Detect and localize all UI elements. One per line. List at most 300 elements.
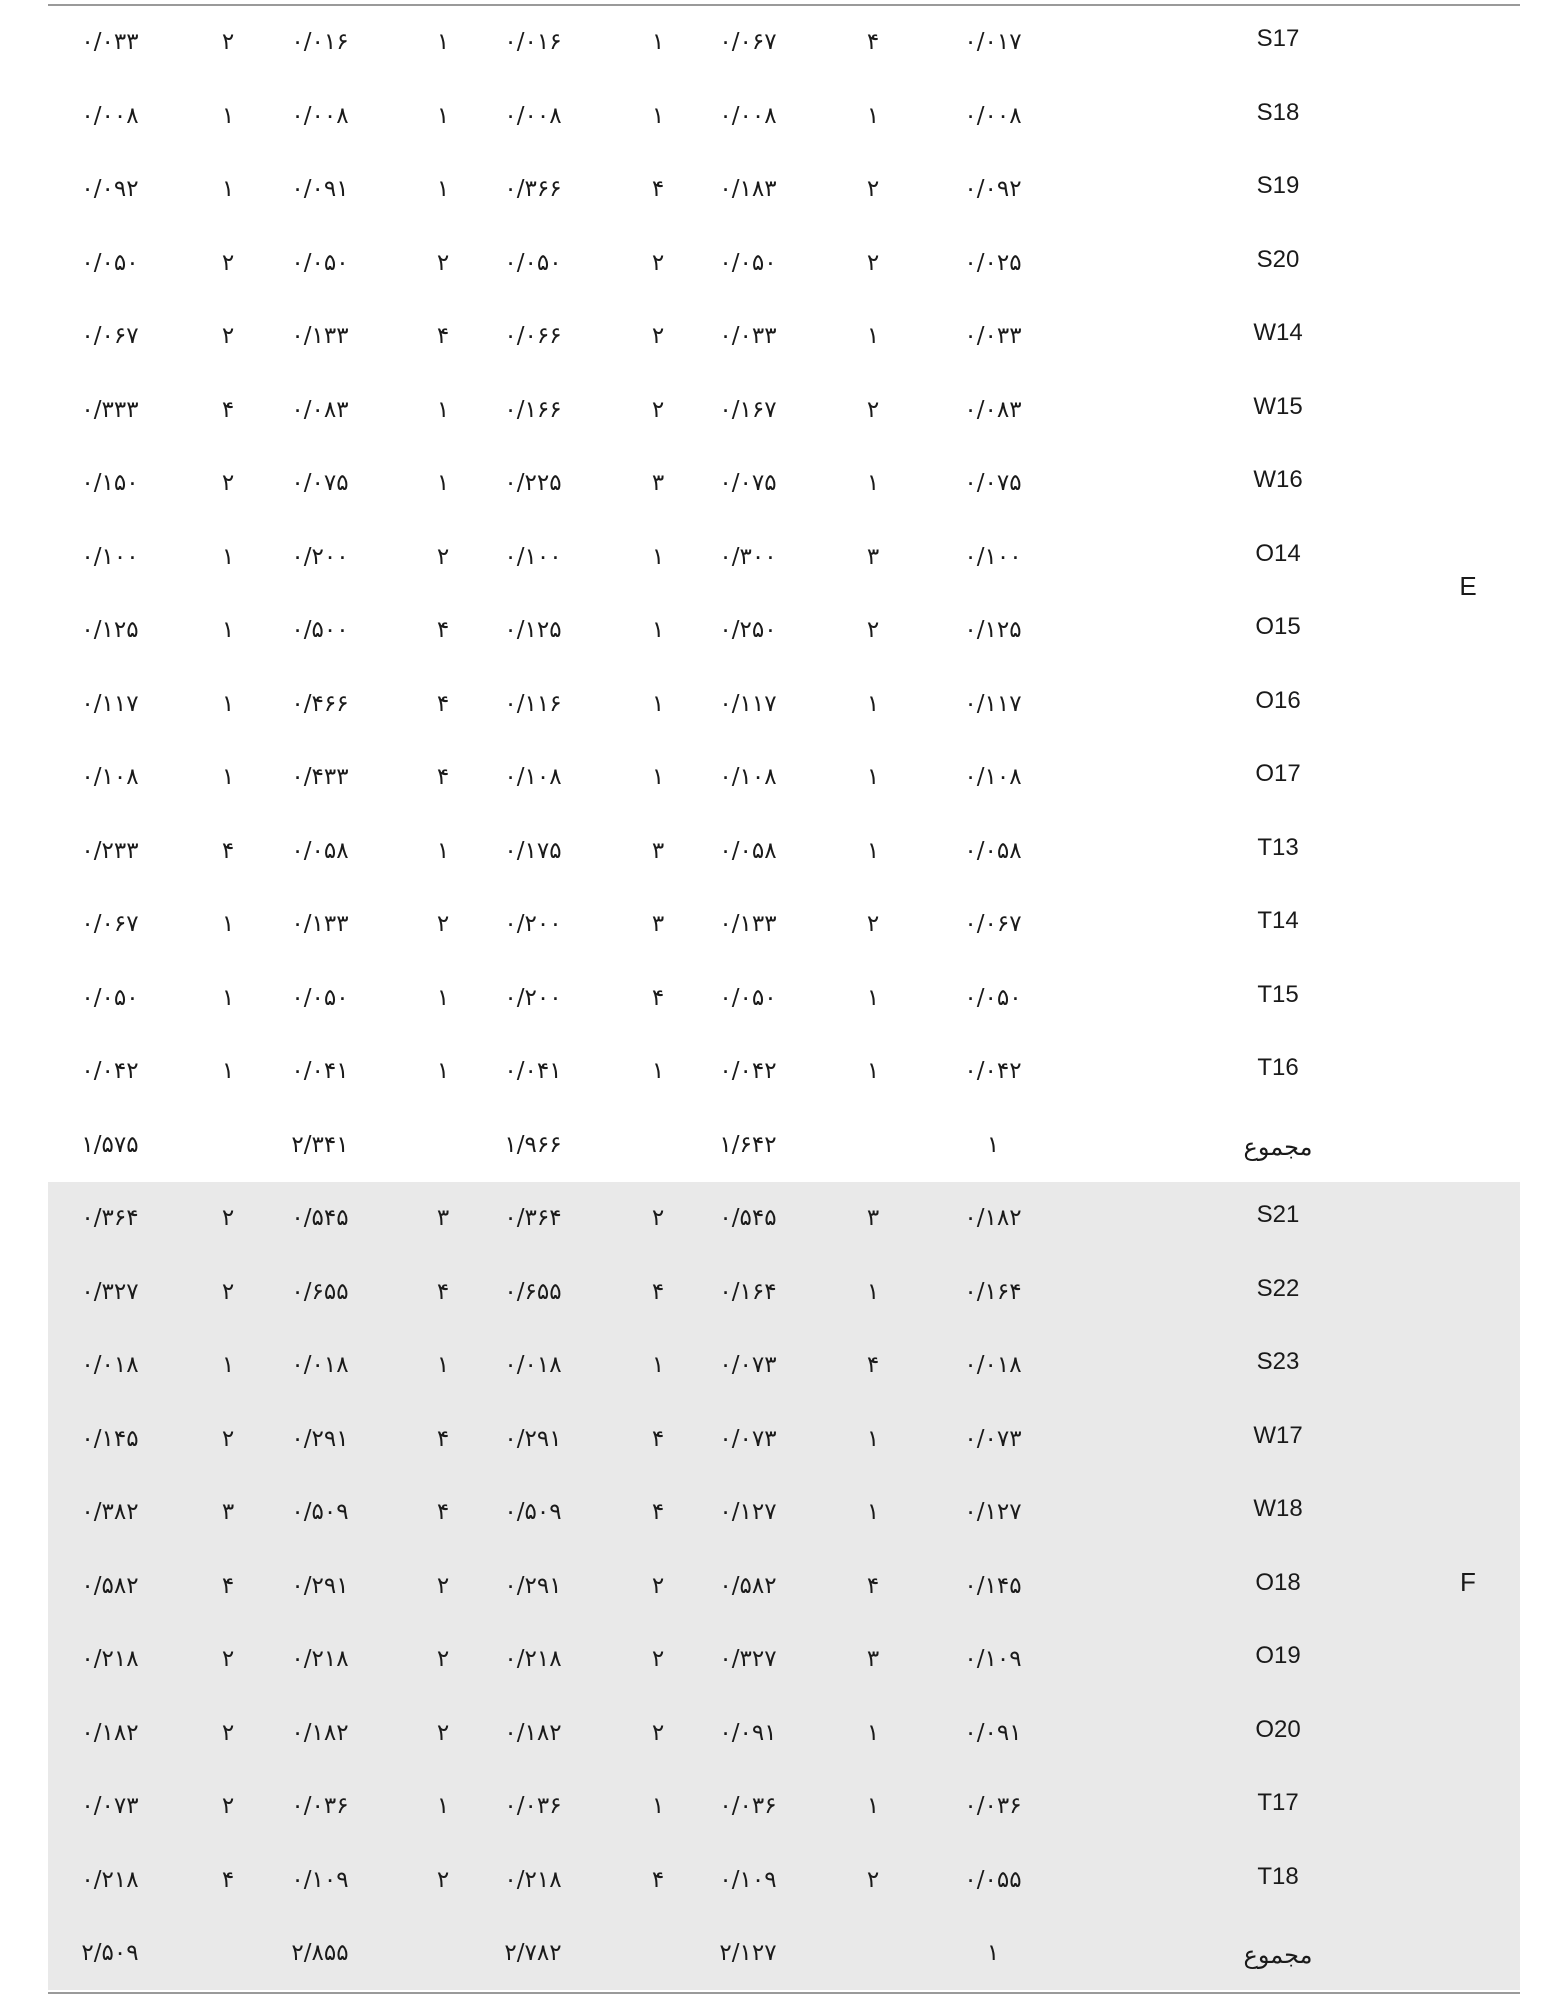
table-cell: ۰/۰۰۸ xyxy=(81,102,139,129)
table-cell: ۲ xyxy=(651,396,665,423)
table-cell: ۴ xyxy=(436,1499,450,1525)
table-cell: ۲ xyxy=(866,617,880,643)
table-cell: ۰/۰۶۶ xyxy=(504,323,562,349)
table-cell: ۰/۰۰۸ xyxy=(719,102,777,129)
table-cell: ۰/۰۱۸ xyxy=(964,1352,1022,1378)
table-cell: ۱ xyxy=(866,1719,880,1746)
table-cell: ۱ xyxy=(866,102,880,129)
table-cell: ۰/۱۸۳ xyxy=(719,176,777,202)
row-code: S17 xyxy=(1256,25,1300,52)
table-cell: ۰/۰۰۸ xyxy=(504,102,562,129)
table-cell: ۲/۵۰۹ xyxy=(81,1940,139,1966)
table-cell: ۱ xyxy=(651,543,665,570)
group-label: F xyxy=(1460,1567,1476,1597)
table-cell: ۰/۰۵۰ xyxy=(291,984,349,1011)
table-cell: ۲/۳۴۱ xyxy=(291,1131,349,1158)
table-cell: ۰/۰۶۷ xyxy=(81,323,139,349)
total-label: مجموع xyxy=(1243,1132,1313,1161)
table-cell: ۰/۱۳۳ xyxy=(291,911,349,937)
row-code: O17 xyxy=(1255,760,1301,787)
table-cell: ۰/۱۵۰ xyxy=(81,470,139,496)
table-cell: ۴ xyxy=(866,1572,880,1599)
row-code: T13 xyxy=(1257,833,1299,861)
row-code: S19 xyxy=(1256,172,1300,199)
row-code: S18 xyxy=(1256,98,1300,126)
table-cell: ۴ xyxy=(436,617,450,643)
table-cell: ۰/۰۱۸ xyxy=(81,1352,139,1378)
table-cell: ۱ xyxy=(866,764,880,790)
table-row xyxy=(48,1770,1520,1844)
table-cell: ۱ xyxy=(221,176,235,202)
table-cell: ۰/۰۹۲ xyxy=(81,176,139,202)
table-cell: ۰/۱۰۸ xyxy=(81,764,139,790)
table-cell: ۴ xyxy=(436,1278,450,1305)
table-cell: ۱ xyxy=(651,764,665,790)
table-cell: ۰/۵۴۵ xyxy=(291,1205,349,1231)
table-cell: ۴ xyxy=(436,1425,450,1452)
table-cell: ۰/۰۹۱ xyxy=(964,1719,1022,1746)
table-cell: ۰/۱۶۷ xyxy=(719,396,777,423)
table-cell: ۰/۰۷۵ xyxy=(719,470,777,496)
table-cell: ۲ xyxy=(866,249,880,276)
table-cell: ۲ xyxy=(436,249,450,276)
table-cell: ۰/۰۵۰ xyxy=(291,249,349,276)
table-cell: ۰/۱۲۷ xyxy=(719,1499,777,1525)
table-cell: ۱ xyxy=(221,690,235,717)
table-cell xyxy=(618,1109,698,1183)
row-code: O15 xyxy=(1255,613,1301,640)
table-cell: ۲ xyxy=(436,1719,450,1746)
table-cell: ۲ xyxy=(651,323,665,349)
table-cell: ۱ xyxy=(436,29,450,55)
table-cell: ۰/۱۰۹ xyxy=(291,1866,349,1893)
table-cell: ۰/۱۴۵ xyxy=(81,1425,139,1452)
table-cell: ۳ xyxy=(866,543,880,570)
table-cell: ۴ xyxy=(221,837,235,864)
table-cell: ۱ xyxy=(986,1940,1000,1966)
table-cell: ۲ xyxy=(436,1572,450,1599)
table-cell: ۰/۱۸۲ xyxy=(81,1719,139,1746)
table-cell xyxy=(833,1917,913,1991)
table-cell: ۱ xyxy=(866,323,880,349)
table-cell: ۰/۶۵۵ xyxy=(291,1278,349,1305)
table-row xyxy=(48,1256,1520,1330)
table-cell: ۰/۰۸۳ xyxy=(964,396,1022,423)
table-cell: ۰/۳۳۳ xyxy=(81,396,139,423)
table-cell: ۳ xyxy=(866,1205,880,1231)
group-label: E xyxy=(1459,571,1477,601)
table-row xyxy=(48,447,1520,521)
table-cell: ۲ xyxy=(436,1646,450,1672)
table-cell: ۰/۳۸۲ xyxy=(81,1499,139,1525)
table-cell: ۱/۵۷۵ xyxy=(81,1131,139,1158)
table-row xyxy=(48,80,1520,154)
table-cell: ۰/۱۱۷ xyxy=(964,690,1022,717)
table-bottom-rule xyxy=(48,1992,1520,1994)
table-cell: ۰/۵۸۲ xyxy=(719,1572,777,1599)
table-cell: ۴ xyxy=(221,1572,235,1599)
table-cell: ۱ xyxy=(866,1793,880,1819)
table-cell: ۰/۰۰۸ xyxy=(964,102,1022,129)
table-cell: ۰/۳۶۴ xyxy=(504,1205,562,1231)
table-cell: ۱ xyxy=(651,1793,665,1819)
table-cell: ۰/۰۵۰ xyxy=(964,984,1022,1011)
table-cell: ۰/۲۹۱ xyxy=(504,1425,562,1452)
table-cell: ۰/۲۰۰ xyxy=(291,543,349,570)
table-cell: ۰/۰۲۵ xyxy=(964,249,1022,276)
table-cell xyxy=(833,1109,913,1183)
table-cell: ۰/۲۱۸ xyxy=(504,1646,562,1672)
table-row xyxy=(48,668,1520,742)
table-row xyxy=(48,1403,1520,1477)
table-cell: ۰/۰۳۶ xyxy=(291,1793,349,1819)
table-cell: ۰/۰۴۲ xyxy=(719,1058,777,1084)
table-row xyxy=(48,1182,1520,1256)
table-row xyxy=(48,227,1520,301)
table-cell: ۲ xyxy=(651,1646,665,1672)
table-cell: ۲ xyxy=(221,470,235,496)
table-cell: ۰/۰۳۳ xyxy=(719,323,777,349)
table-cell: ۰/۱۸۲ xyxy=(504,1719,562,1746)
table-cell: ۲/۷۸۲ xyxy=(504,1940,562,1966)
table-cell: ۰/۱۲۵ xyxy=(504,617,562,643)
table-cell: ۰/۳۰۰ xyxy=(719,543,777,570)
table-cell: ۰/۰۵۸ xyxy=(719,837,777,864)
table-cell: ۰/۲۲۵ xyxy=(504,470,562,496)
table-cell: ۰/۱۰۸ xyxy=(964,764,1022,790)
table-cell: ۰/۰۷۳ xyxy=(964,1425,1022,1452)
table-total-row xyxy=(48,1109,1520,1183)
table-cell: ۱ xyxy=(651,617,665,643)
table-row xyxy=(48,300,1520,374)
table-cell: ۰/۰۷۳ xyxy=(719,1425,777,1452)
table-cell: ۴ xyxy=(866,29,880,55)
table-cell: ۰/۲۹۱ xyxy=(291,1425,349,1452)
table-cell: ۰/۰۱۶ xyxy=(291,29,349,55)
row-code: W16 xyxy=(1253,466,1303,493)
table-cell: ۰/۱۶۴ xyxy=(964,1278,1022,1305)
table-cell: ۴ xyxy=(436,323,450,349)
table-cell: ۱ xyxy=(436,176,450,202)
table-cell: ۲ xyxy=(221,1205,235,1231)
table-cell: ۳ xyxy=(221,1499,235,1525)
table-cell: ۰/۰۷۳ xyxy=(81,1793,139,1819)
table-row xyxy=(48,521,1520,595)
row-code: T16 xyxy=(1257,1054,1299,1081)
table-cell: ۱/۹۶۶ xyxy=(504,1131,562,1158)
table-cell: ۰/۱۲۵ xyxy=(81,617,139,643)
table-total-row xyxy=(48,1917,1520,1991)
table-row xyxy=(48,374,1520,448)
table-cell: ۲ xyxy=(651,1572,665,1599)
table-cell: ۰/۰۵۰ xyxy=(81,984,139,1011)
table-cell: ۱ xyxy=(866,1278,880,1305)
table-cell: ۱ xyxy=(436,396,450,423)
table-cell: ۰/۲۹۱ xyxy=(504,1572,562,1599)
table-cell: ۲ xyxy=(436,543,450,570)
row-code: W18 xyxy=(1253,1495,1303,1522)
table-cell: ۲ xyxy=(221,1793,235,1819)
table-cell: ۱ xyxy=(221,911,235,937)
row-code: T15 xyxy=(1257,980,1299,1008)
table-cell: ۴ xyxy=(866,1352,880,1378)
table-row xyxy=(48,815,1520,889)
table-cell: ۱ xyxy=(866,984,880,1011)
total-label: مجموع xyxy=(1243,1941,1313,1969)
table-cell: ۱ xyxy=(221,543,235,570)
table-cell: ۰/۰۱۸ xyxy=(291,1352,349,1378)
table-cell: ۰/۰۰۸ xyxy=(291,102,349,129)
table-row xyxy=(48,1623,1520,1697)
table-cell: ۲ xyxy=(221,1425,235,1452)
table-cell: ۱ xyxy=(866,837,880,864)
table-cell: ۰/۱۷۵ xyxy=(504,837,562,864)
table-cell xyxy=(403,1109,483,1183)
table-cell: ۰/۰۷۵ xyxy=(291,470,349,496)
table-cell xyxy=(188,1917,268,1991)
table-cell: ۰/۰۱۷ xyxy=(964,29,1022,55)
table-cell: ۰/۱۴۵ xyxy=(964,1572,1022,1599)
table-cell: ۱ xyxy=(651,1352,665,1378)
table-cell: ۳ xyxy=(651,470,665,496)
table-cell: ۱ xyxy=(651,29,665,55)
table-cell: ۱ xyxy=(436,470,450,496)
table-cell: ۰/۲۰۰ xyxy=(504,911,562,937)
table-cell: ۰/۲۰۰ xyxy=(504,984,562,1011)
table-cell: ۲ xyxy=(436,1866,450,1893)
table-cell: ۲ xyxy=(221,249,235,276)
table-row xyxy=(48,888,1520,962)
table-cell: ۰/۰۶۷ xyxy=(964,911,1022,937)
table-row xyxy=(48,1035,1520,1109)
table-cell: ۰/۰۵۰ xyxy=(81,249,139,276)
table-cell: ۱ xyxy=(436,837,450,864)
table-cell: ۰/۰۳۳ xyxy=(964,323,1022,349)
table-cell: ۰/۱۲۵ xyxy=(964,617,1022,643)
row-code: S21 xyxy=(1256,1201,1300,1228)
table-cell: ۰/۲۱۸ xyxy=(81,1866,139,1893)
table-cell: ۰/۰۵۰ xyxy=(504,249,562,276)
table-cell: ۲ xyxy=(221,29,235,55)
table-cell: ۰/۱۳۳ xyxy=(719,911,777,937)
table-cell: ۰/۴۳۳ xyxy=(291,764,349,790)
table-cell: ۰/۱۰۹ xyxy=(719,1866,777,1893)
table-cell: ۳ xyxy=(866,1646,880,1672)
table-cell: ۰/۳۶۶ xyxy=(504,176,562,202)
table-row xyxy=(48,1844,1520,1918)
table-row xyxy=(48,1697,1520,1771)
table-cell: ۰/۰۴۲ xyxy=(964,1058,1022,1084)
table-cell: ۱ xyxy=(221,102,235,129)
row-code: S23 xyxy=(1256,1348,1300,1375)
row-code: W15 xyxy=(1253,392,1303,420)
table-cell: ۰/۰۶۷ xyxy=(81,911,139,937)
table-cell: ۰/۳۲۷ xyxy=(81,1278,139,1305)
table-cell: ۰/۰۶۷ xyxy=(719,29,777,55)
table-cell: ۰/۱۲۷ xyxy=(964,1499,1022,1525)
table-cell: ۰/۳۲۷ xyxy=(719,1646,777,1672)
table-cell: ۴ xyxy=(221,1866,235,1893)
table-cell: ۰/۰۳۳ xyxy=(81,29,139,55)
table-cell: ۴ xyxy=(651,176,665,202)
table-cell: ۱ xyxy=(221,1352,235,1378)
table-cell: ۰/۱۰۸ xyxy=(719,764,777,790)
table-cell: ۴ xyxy=(651,1866,665,1893)
table-cell: ۰/۰۳۶ xyxy=(964,1793,1022,1819)
table-cell: ۲ xyxy=(866,396,880,423)
table-cell: ۴ xyxy=(651,1278,665,1305)
table-cell: ۰/۱۰۰ xyxy=(964,543,1022,570)
table-cell: ۲/۱۲۷ xyxy=(719,1940,777,1966)
row-code: W14 xyxy=(1253,319,1303,346)
table-cell: ۰/۵۰۰ xyxy=(291,617,349,643)
row-code: O16 xyxy=(1255,686,1301,714)
table-cell: ۲ xyxy=(651,249,665,276)
table-cell: ۰/۰۵۰ xyxy=(719,249,777,276)
table-cell: ۱ xyxy=(866,470,880,496)
table-cell: ۲ xyxy=(651,1205,665,1231)
table-cell: ۰/۲۳۳ xyxy=(81,837,139,864)
table-cell: ۲ xyxy=(651,1719,665,1746)
table-cell: ۲ xyxy=(866,1866,880,1893)
table-cell: ۱ xyxy=(436,102,450,129)
table-cell: ۱ xyxy=(986,1131,1000,1158)
table-cell: ۰/۰۷۵ xyxy=(964,470,1022,496)
table-cell: ۰/۴۶۶ xyxy=(291,690,349,717)
table-cell: ۰/۱۰۹ xyxy=(964,1646,1022,1672)
table-cell: ۰/۰۳۶ xyxy=(719,1793,777,1819)
table-cell: ۱ xyxy=(866,1499,880,1525)
table-cell: ۰/۱۰۸ xyxy=(504,764,562,790)
row-code: S22 xyxy=(1256,1274,1300,1302)
table-cell: ۰/۲۱۸ xyxy=(504,1866,562,1893)
row-code: S20 xyxy=(1256,245,1300,273)
table-cell: ۱/۶۴۲ xyxy=(719,1131,777,1158)
row-code: O18 xyxy=(1255,1568,1301,1596)
table-cell: ۰/۵۴۵ xyxy=(719,1205,777,1231)
table-cell: ۱ xyxy=(866,690,880,717)
table-cell: ۰/۰۹۱ xyxy=(291,176,349,202)
table-cell xyxy=(618,1917,698,1991)
table-cell: ۱ xyxy=(436,984,450,1011)
table-cell: ۰/۱۱۷ xyxy=(719,690,777,717)
table-cell: ۰/۱۸۲ xyxy=(291,1719,349,1746)
table-cell: ۰/۵۰۹ xyxy=(504,1499,562,1525)
table-cell: ۰/۶۵۵ xyxy=(504,1278,562,1305)
table-cell: ۲ xyxy=(221,1719,235,1746)
table-cell: ۰/۰۹۲ xyxy=(964,176,1022,202)
table-cell: ۱ xyxy=(651,690,665,717)
table-row xyxy=(48,153,1520,227)
table-cell: ۴ xyxy=(651,1499,665,1525)
table-cell: ۱ xyxy=(221,984,235,1011)
table-row xyxy=(48,594,1520,668)
table-cell: ۰/۰۹۱ xyxy=(719,1719,777,1746)
table-cell: ۰/۰۴۱ xyxy=(291,1058,349,1084)
row-code: T14 xyxy=(1257,907,1299,934)
table-cell: ۲ xyxy=(221,1278,235,1305)
table-cell: ۰/۰۵۸ xyxy=(964,837,1022,864)
table-cell: ۲ xyxy=(436,911,450,937)
table-cell: ۱ xyxy=(651,1058,665,1084)
row-code: O19 xyxy=(1255,1642,1301,1669)
table-cell: ۰/۰۵۵ xyxy=(964,1866,1022,1893)
table-cell: ۱ xyxy=(436,1793,450,1819)
table-cell: ۴ xyxy=(651,1425,665,1452)
row-code: T18 xyxy=(1257,1862,1299,1890)
table-cell: ۱ xyxy=(436,1352,450,1378)
table-cell: ۰/۱۸۲ xyxy=(964,1205,1022,1231)
table-cell: ۲/۸۵۵ xyxy=(291,1940,349,1966)
row-code: O20 xyxy=(1255,1715,1301,1743)
table-cell: ۱ xyxy=(221,1058,235,1084)
table-cell: ۰/۱۱۶ xyxy=(504,690,562,717)
table-cell: ۰/۵۸۲ xyxy=(81,1572,139,1599)
table-cell: ۱ xyxy=(221,764,235,790)
table-cell: ۰/۰۱۸ xyxy=(504,1352,562,1378)
table-cell: ۱ xyxy=(221,617,235,643)
table-cell: ۱ xyxy=(651,102,665,129)
table-cell: ۲ xyxy=(866,176,880,202)
table-cell: ۲ xyxy=(221,323,235,349)
table-cell: ۰/۱۰۰ xyxy=(504,543,562,570)
table-row xyxy=(48,741,1520,815)
table-row xyxy=(48,962,1520,1036)
table-cell: ۳ xyxy=(651,837,665,864)
table-cell: ۱ xyxy=(436,1058,450,1084)
table-row xyxy=(48,6,1520,80)
table-cell: ۰/۲۱۸ xyxy=(291,1646,349,1672)
table-group-f xyxy=(48,1182,1520,1990)
table-cell: ۰/۱۶۶ xyxy=(504,396,562,423)
row-code: W17 xyxy=(1253,1421,1303,1449)
table-cell: ۴ xyxy=(651,984,665,1011)
table-cell: ۰/۰۳۶ xyxy=(504,1793,562,1819)
row-code: O14 xyxy=(1255,539,1301,567)
table-row xyxy=(48,1550,1520,1624)
table-cell: ۰/۲۹۱ xyxy=(291,1572,349,1599)
table-cell xyxy=(403,1917,483,1991)
table-cell: ۰/۲۱۸ xyxy=(81,1646,139,1672)
table-cell: ۳ xyxy=(651,911,665,937)
row-code: T17 xyxy=(1257,1789,1299,1816)
table-group-e xyxy=(48,6,1520,1182)
table-cell: ۰/۵۰۹ xyxy=(291,1499,349,1525)
table-cell: ۰/۱۰۰ xyxy=(81,543,139,570)
table-cell: ۴ xyxy=(436,764,450,790)
table-cell: ۰/۰۴۱ xyxy=(504,1058,562,1084)
table-cell: ۰/۱۱۷ xyxy=(81,690,139,717)
table-row xyxy=(48,1329,1520,1403)
table-cell: ۲ xyxy=(221,1646,235,1672)
table-cell: ۳ xyxy=(436,1205,450,1231)
table-cell: ۱ xyxy=(866,1425,880,1452)
table-cell xyxy=(188,1109,268,1183)
table-cell: ۴ xyxy=(436,690,450,717)
table-cell: ۰/۰۵۰ xyxy=(719,984,777,1011)
table-cell: ۰/۰۴۲ xyxy=(81,1058,139,1084)
table-cell: ۰/۰۸۳ xyxy=(291,396,349,423)
table-cell: ۰/۰۱۶ xyxy=(504,29,562,55)
table-cell: ۱ xyxy=(866,1058,880,1084)
table-cell: ۰/۰۷۳ xyxy=(719,1352,777,1378)
table-cell: ۰/۲۵۰ xyxy=(719,617,777,643)
table-cell: ۰/۱۶۴ xyxy=(719,1278,777,1305)
table-cell: ۲ xyxy=(866,911,880,937)
table-cell: ۴ xyxy=(221,396,235,423)
table-cell: ۰/۰۵۸ xyxy=(291,837,349,864)
table-cell: ۰/۱۳۳ xyxy=(291,323,349,349)
